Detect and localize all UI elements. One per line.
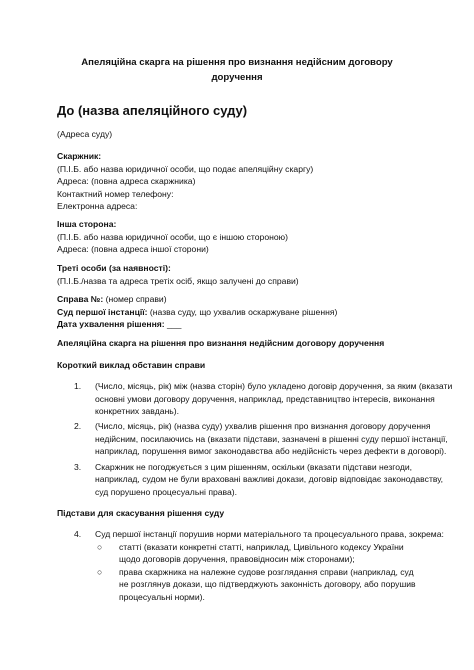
sub-list-item [95,541,419,566]
list-item-text: Суд першої інстанції порушив норми матеріального та процесуального права, зокрема: [95,529,444,539]
sub-list-item [95,566,419,604]
section-grounds-title: Підстави для скасування рішення суду [57,508,225,518]
appellant-phone: Контактний номер телефону: [57,188,174,199]
decision-date-value: ___ [164,319,182,330]
appellant-name: (П.І.Б. або назва юридичної особи, що подає апеляційну скаргу) [57,163,314,174]
list-item-text: (Число, місяць, рік) між (назва сторін) було укладено договір доручення, за яким (вказати основні умови договору доручення, наприклад, представництво інтересів, виконання конкретних завдань). [95,381,453,417]
appellant-label: Скаржник: [57,151,102,161]
decision-date-label: Дата ухвалення рішення: [57,319,165,330]
decision-date [57,318,427,331]
sub-list [95,541,455,604]
list-item-text: Скаржник не погоджується з цим рішенням, оскільки (вказати підстави незгоди, наприклад, судом не були враховані важливі докази, договір відповідає законодавству, суд порушено процесуальні права). [95,461,444,497]
grounds-list [57,528,455,606]
first-instance-court-value: (назва суду, що ухвалив оскаржуване рішення) [147,306,338,317]
other-party-label: Інша сторона: [57,219,117,229]
facts-list [57,380,455,501]
appellant-address: Адреса: (повна адреса скаржника) [57,176,196,187]
sub-list-item-text: права скаржника на належне судове розглядання справи (наприклад, суд не розглянув докази, що підтверджують законність договору, або порушив процесуальні норми). [119,566,416,602]
third-parties-label: Треті особи (за наявності): [57,263,171,273]
section-facts-title: Короткий виклад обставин справи [57,360,206,370]
list-item [57,461,455,499]
list-item-number: 2. [74,421,82,432]
document-title: Апеляційна скарга на рішення про визнання недійсним договору доручення [81,57,393,83]
court-heading: До (назва апеляційного суду) [57,103,248,118]
list-item-text: (Число, місяць, рік) (назва суду) ухвалив рішення про визнання договору доручення недійсним, посилаючись на (вказати підстави, зазначені в рішенні суду першої інстанції, наприклад, порушення вимог законодавства або недійсність через дефекти в договорі). [95,421,448,457]
sub-list-item-text: статті (вказати конкретні статті, наприклад, Цивільного кодексу України щодо договорів доручення, правовідносин між сторонами); [119,541,404,565]
list-item [57,380,455,418]
case-number [57,293,427,306]
court-address: (Адреса суду) [57,129,113,139]
list-item-number: 1. [74,381,82,391]
list-item-number: 3. [74,461,82,472]
other-party-address: Адреса: (повна адреса іншої сторони) [57,244,209,255]
first-instance-court [57,306,427,319]
case-number-label: Справа №: [57,294,104,304]
other-party-name: (П.І.Б. або назва юридичної особи, що є іншою стороною) [57,231,288,242]
appellant-email: Електронна адреса: [57,201,138,212]
list-item [57,420,455,458]
list-item-number: 4. [74,529,82,539]
bullet-icon: ○ [97,541,103,552]
third-parties-info: (П.І.Б./назва та адреса третіх осіб, якщо залучені до справи) [57,275,299,286]
complaint-subtitle: Апеляційна скарга на рішення про визнання недійсним договору доручення [57,338,385,348]
case-number-value: (номер справи) [103,294,167,304]
first-instance-court-label: Суд першої інстанції: [57,306,148,317]
bullet-icon: ○ [97,566,103,577]
list-item [57,528,455,604]
